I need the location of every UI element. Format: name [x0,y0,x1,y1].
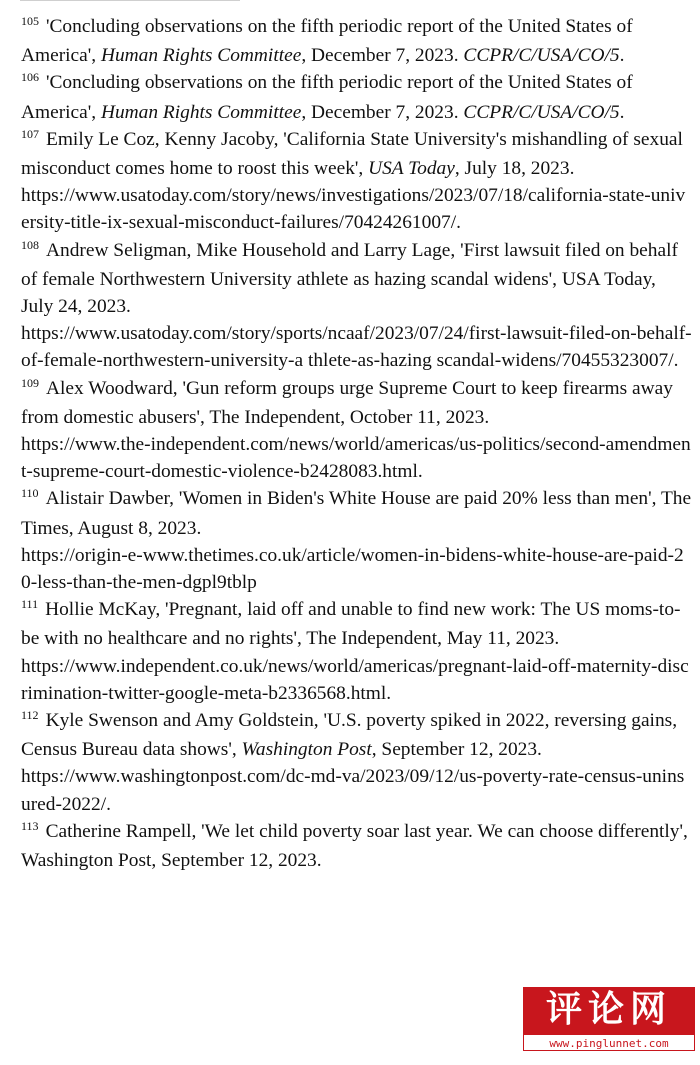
footnote-link[interactable]: https://www.the-independent.com/news/world/americas/us-politics/second-amendment-supreme-court-domestic-violence-b2428083.html. [21,434,691,483]
footnote-106 [21,69,693,125]
footnote-text: Hollie McKay, 'Pregnant, laid off and unable to find new work: The US moms-to-be with no healthcare and no rights', The Independent, May 11, 2023. [21,599,681,650]
footnote-111 [21,596,693,707]
footnote-112 [21,707,693,818]
footnote-text: Andrew Seligman, Mike Household and Larry Lage, 'First lawsuit filed on behalf of female Northwestern University athlete as hazing scandal widens', USA Today, July 24, 2023. [21,239,678,318]
footnote-date: , July 18, 2023. [454,158,575,180]
footnote-date: , December 7, 2023. [301,45,464,67]
footnote-text: 'Concluding observations on the fifth periodic report of the United States of America', [21,72,633,123]
footnote-separator [20,0,240,1]
footnote-number: 106 [21,70,39,85]
footnote-link[interactable]: https://www.usatoday.com/story/news/investigations/2023/07/18/california-state-university-title-ix-sexual-misconduct-failures/70424261007/. [21,185,686,234]
footnote-108 [21,237,693,375]
footnote-source: USA Today [368,158,455,180]
footnote-date: , September 12, 2023. [371,739,542,761]
footnote-source: Washington Post [241,739,372,761]
footnote-link[interactable]: https://www.independent.co.uk/news/world/americas/pregnant-laid-off-maternity-discrimination-twitter-google-meta-b2336568.html. [21,655,689,704]
footnote-text: Kyle Swenson and Amy Goldstein, 'U.S. poverty spiked in 2022, reversing gains, Census Bureau data shows', [21,710,678,761]
footnote-doc-id: CCPR/C/USA/CO/5 [463,45,620,67]
footnote-date: , December 7, 2023. [301,101,464,123]
footnote-number: 110 [21,486,39,501]
footnote-number: 109 [21,375,39,390]
watermark-url: www.pinglunnet.com [523,1034,695,1051]
footnote-110 [21,485,693,596]
footnote-end: . [619,45,625,67]
footnote-link[interactable]: https://origin-e-www.thetimes.co.uk/article/women-in-bidens-white-house-are-paid-20-less-than-the-men-dgpl9tblp [21,544,684,594]
watermark-logo: 评论网 [545,989,672,1030]
footnote-text: Alex Woodward, 'Gun reform groups urge Supreme Court to keep firearms away from domestic abusers', The Independent, October 11, 2023. [21,377,673,428]
footnote-number: 111 [21,597,39,612]
footnote-number: 112 [21,708,39,723]
footnote-105 [21,13,693,69]
footnote-number: 113 [21,818,39,833]
footnotes-list [21,13,693,874]
footnote-link[interactable]: https://www.washingtonpost.com/dc-md-va/2023/09/12/us-poverty-rate-census-uninsured-2022/. [21,766,685,815]
footnote-text: Alistair Dawber, 'Women in Biden's White House are paid 20% less than men', The Times, August 8, 2023. [21,488,692,539]
footnote-number: 107 [21,126,39,141]
footnote-text: Catherine Rampell, 'We let child poverty soar last year. We can choose differently', Washington Post, September 12, 2023. [21,820,688,872]
footnote-text: 'Concluding observations on the fifth periodic report of the United States of America', [21,16,633,67]
footnote-109 [21,375,693,486]
site-watermark [523,987,695,1051]
footnote-number: 108 [21,237,39,252]
footnote-end: . [619,101,625,123]
footnote-source: Human Rights Committee [100,101,302,123]
footnote-source: Human Rights Committee [100,45,302,67]
footnote-text: Emily Le Coz, Kenny Jacoby, 'California State University's mishandling of sexual misconduct comes home to roost this week', [21,128,683,180]
footnote-107 [21,126,693,237]
footnote-link[interactable]: https://www.usatoday.com/story/sports/ncaaf/2023/07/24/first-lawsuit-filed-on-behalf-of-female-northwestern-university-a thlete-as-hazing scandal-widens/70455323007/. [21,323,692,372]
footnote-number: 105 [21,14,39,28]
footnote-doc-id: CCPR/C/USA/CO/5 [463,101,620,123]
footnote-113 [21,818,693,874]
